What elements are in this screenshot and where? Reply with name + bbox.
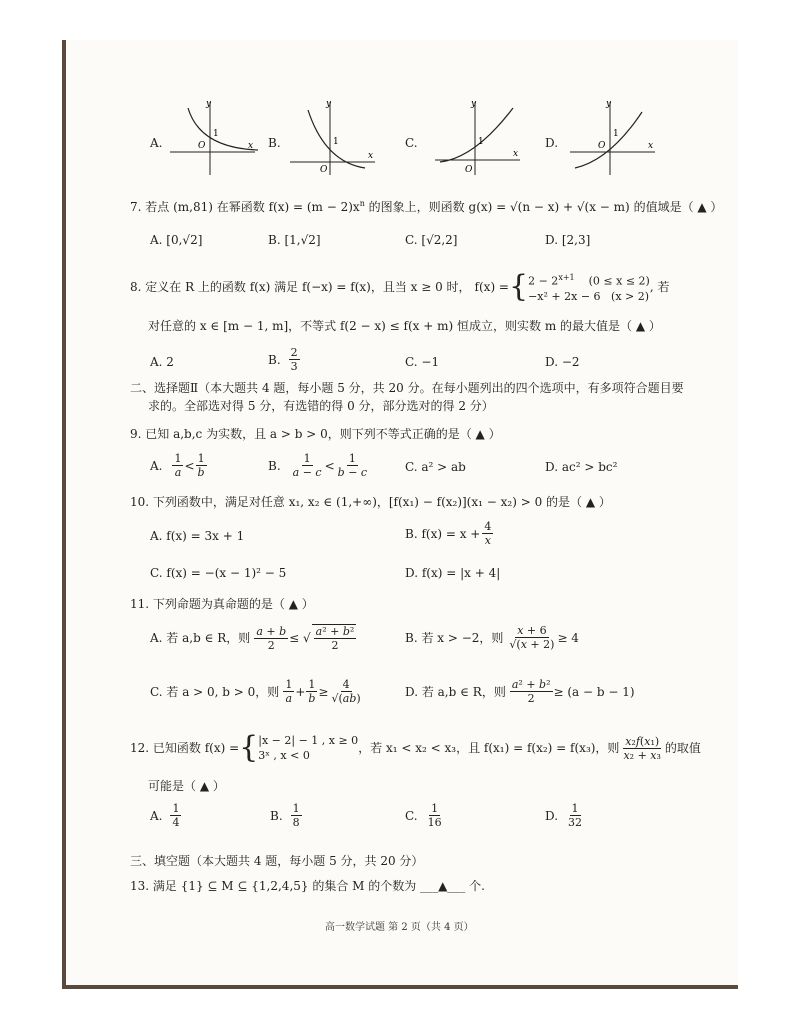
q8-option-a: A. 2 xyxy=(150,355,174,369)
q8-case1-exp: x+1 xyxy=(558,273,575,283)
q7-option-c: C. [√2,2] xyxy=(405,233,458,247)
q11-d-frac: $\frac{\text{a² + b²}}{2}$ xyxy=(511,678,551,705)
q9-a-frac1: $\frac{1}{a}$ xyxy=(174,452,182,479)
q8-case2: −x² + 2x − 6 xyxy=(528,289,601,303)
q12-stem xyxy=(130,730,701,766)
q11-option-a-label: A. 若 a,b ∈ R，则 xyxy=(150,631,251,645)
q11-a-frac2: $\frac{\text{a² + b²}}{2}$ xyxy=(312,624,357,652)
q12-stem-mid: ，若 x₁ < x₂ < x₃，且 f(x₁) = f(x₂) = f(x₃)，则 xyxy=(358,741,620,755)
q9-a-frac2: $\frac{1}{b}$ xyxy=(197,452,205,479)
q12-option-c-fraction: $\frac{1}{16}$ xyxy=(427,802,442,829)
q11-b-frac: $\frac{x + 6}{√(x + 2)}$ xyxy=(509,624,555,651)
q7-option-d: D. [2,3] xyxy=(545,233,591,247)
q12-brace: { xyxy=(239,730,259,765)
q6-graph-d xyxy=(570,100,660,180)
q12-option-a xyxy=(150,802,182,829)
q9-b-frac2: $\frac{1}{b - c}$ xyxy=(337,452,368,479)
q8-line2: 对任意的 x ∈ [m − 1, m]，不等式 f(2 − x) ≤ f(x + m) 恒成立，则实数 m 的最大值是（ ▲ ） xyxy=(148,319,661,333)
q6-option-d-label: D. xyxy=(545,136,559,150)
q8-stem-end: , 若 xyxy=(649,280,670,294)
q7-function-g: g(x) = √(n − x) + √(x − m) xyxy=(468,200,630,214)
q12-case2: 3ˣ , x < 0 xyxy=(258,749,310,762)
q7-option-a: A. [0,√2] xyxy=(150,233,203,247)
q7-point: (m,81) xyxy=(173,200,213,214)
q10-option-c: C. f(x) = −(x − 1)² − 5 xyxy=(150,566,287,580)
q12-option-c xyxy=(405,802,445,829)
q12-option-a-label: A. xyxy=(150,808,163,823)
svg-text:O: O xyxy=(320,165,328,175)
q10-b-fraction: $\frac{4}{x}$ xyxy=(484,520,492,547)
q9-option-a: A. $\frac{1}{a}$ < $\frac{1}{b}$ xyxy=(150,452,205,479)
q8-stem xyxy=(130,269,670,304)
q8-cases xyxy=(528,270,650,304)
q8-option-b-denominator: 3 xyxy=(290,360,298,373)
section2-heading-line1: 二、选择题Ⅱ（本大题共 4 题，每小题 5 分，共 20 分。在每小题列出的四个选项中，有多项符合题目要 xyxy=(130,381,684,395)
q12-option-d-label: D. xyxy=(545,808,559,823)
q12-option-d xyxy=(545,802,585,829)
q7-stem-mid: 在幂函数 xyxy=(216,200,265,214)
q7-stem-end: 的值域是（ ▲ ） xyxy=(633,200,723,214)
q11-c-frac1: $\frac{1}{a}$ xyxy=(285,678,293,705)
svg-text:y: y xyxy=(206,99,212,109)
q12-stem-end: 的取值 xyxy=(664,741,701,755)
q11-stem: 11. 下列命题为真命题的是（ ▲ ） xyxy=(130,597,314,611)
q9-option-b: B. $\frac{1}{a - c}$ < $\frac{1}{b - c}$ xyxy=(268,452,368,479)
q11-option-b-label: B. 若 x > −2，则 xyxy=(405,630,504,645)
q7-option-b: B. [1,√2] xyxy=(268,233,321,247)
q9-b-frac1: $\frac{1}{a - c}$ xyxy=(292,452,322,479)
svg-text:x: x xyxy=(648,141,654,151)
svg-text:O: O xyxy=(465,165,473,175)
q6-option-a-label: A. xyxy=(150,136,163,150)
q11-option-d-label: D. 若 a,b ∈ R，则 xyxy=(405,684,506,699)
q8-option-b-numerator: 2 xyxy=(290,346,298,359)
q8-option-d: D. −2 xyxy=(545,355,580,369)
q12-line2: 可能是（ ▲ ） xyxy=(148,779,225,793)
q7-exponent: n xyxy=(359,199,365,208)
svg-text:O: O xyxy=(198,141,206,151)
q8-case1-cond: (0 ≤ x ≤ 2) xyxy=(588,274,650,288)
svg-text:x: x xyxy=(248,141,254,151)
svg-text:1: 1 xyxy=(213,129,219,139)
q12-option-d-fraction: $\frac{1}{32}$ xyxy=(568,802,583,829)
q12-option-b xyxy=(270,802,303,829)
q13-stem: 13. 满足 {1} ⊆ M ⊆ {1,2,4,5} 的集合 M 的个数为 ___▲___ 个. xyxy=(130,879,485,893)
q11-option-d-tail: ≥ (a − b − 1) xyxy=(553,684,635,699)
q6-option-c-label: C. xyxy=(405,136,418,150)
q7-stem-mid2: 的图象上，则函数 xyxy=(368,200,465,214)
svg-text:O: O xyxy=(598,141,606,151)
q7-stem xyxy=(130,196,722,215)
svg-text:y: y xyxy=(326,99,332,109)
q8-option-b-fraction xyxy=(289,346,300,373)
q12-case1: |x − 2| − 1 , x ≥ 0 xyxy=(258,734,359,747)
q12-option-b-fraction: $\frac{1}{8}$ xyxy=(292,802,300,829)
q7-stem-pre: 7. 若点 xyxy=(130,200,170,214)
page-footer: 高一数学试题 第 2 页（共 4 页） xyxy=(325,922,474,933)
q8-option-c: C. −1 xyxy=(405,355,440,369)
q9-option-d: D. ac² > bc² xyxy=(545,460,618,474)
q6-graph-b xyxy=(290,100,380,180)
svg-text:x: x xyxy=(368,151,374,161)
q12-option-a-fraction: $\frac{1}{4}$ xyxy=(172,802,180,829)
q12-expression: $\frac{\text{x₂f(x₁)}}{\text{x₂ + x₃}}$ xyxy=(623,734,661,762)
svg-text:1: 1 xyxy=(478,137,484,147)
q9-option-a-label: A. xyxy=(150,458,163,473)
q12-cases xyxy=(258,733,358,763)
q8-fx: f(x) = xyxy=(474,280,509,294)
section2-heading-line2: 求的。全部选对得 5 分，有选错的得 0 分，部分选对的得 2 分） xyxy=(148,399,494,413)
svg-text:1: 1 xyxy=(333,137,339,147)
q9-option-c: C. a² > ab xyxy=(405,460,466,474)
q8-case2-cond: (x > 2) xyxy=(611,289,650,303)
q8-case1: 2 − 2 xyxy=(528,274,559,288)
q11-option-b: B. 若 x > −2，则 $\frac{x + 6}{√(x + 2)}$ ≥ 4 xyxy=(405,624,579,651)
q6-graph-a xyxy=(170,100,260,180)
q12-stem-pre: 12. 已知函数 f(x) = xyxy=(130,741,240,755)
svg-text:y: y xyxy=(471,99,477,109)
q8-option-b xyxy=(268,346,301,373)
q10-option-b-label: B. f(x) = x + xyxy=(405,526,481,541)
q8-brace: { xyxy=(509,269,529,304)
q9-option-b-label: B. xyxy=(268,458,281,473)
q11-option-a: A. 若 a,b ∈ R，则 $\frac{a + b}{2}$ ≤ √ $\frac{\text{a² + b²}}{2}$ xyxy=(150,624,355,652)
q11-c-frac3: $\frac{4}{√(ab)}$ xyxy=(331,678,361,705)
q12-option-b-label: B. xyxy=(270,808,283,823)
q12-option-c-label: C. xyxy=(405,808,418,823)
exam-page xyxy=(62,40,738,989)
svg-text:1: 1 xyxy=(613,129,619,139)
q11-a-frac1: $\frac{a + b}{2}$ xyxy=(256,624,287,652)
q10-stem: 10. 下列函数中，满足对任意 x₁, x₂ ∈ (1,+∞)，[f(x₁) − f(x₂)](x₁ − x₂) > 0 的是（ ▲ ） xyxy=(130,495,611,509)
q11-c-frac2: $\frac{1}{b}$ xyxy=(308,678,316,705)
svg-text:x: x xyxy=(513,149,519,159)
q11-option-c-label: C. 若 a > 0, b > 0，则 xyxy=(150,684,280,699)
q10-option-d: D. f(x) = |x + 4| xyxy=(405,566,501,580)
q8-option-b-label: B. xyxy=(268,352,281,367)
q8-stem-pre: 8. 定义在 R 上的函数 f(x) 满足 f(−x) = f(x)，且当 x ≥ 0 时， xyxy=(130,280,471,294)
q10-option-a: A. f(x) = 3x + 1 xyxy=(150,529,245,543)
q6-option-b-label: B. xyxy=(268,136,281,150)
q9-stem: 9. 已知 a,b,c 为实数，且 a > b > 0，则下列不等式正确的是（ ▲ ） xyxy=(130,427,501,441)
q10-option-b xyxy=(405,520,494,547)
q6-graph-c xyxy=(435,100,525,180)
svg-text:y: y xyxy=(606,99,612,109)
q7-function-f: f(x) = (m − 2)x xyxy=(268,200,360,214)
q11-option-d xyxy=(405,678,635,705)
q11-option-c: C. 若 a > 0, b > 0，则 $\frac{1}{a}$ + $\frac{1}{b}$ ≥ $\frac{4}{√(ab)}$ xyxy=(150,678,361,705)
section3-heading: 三、填空题（本大题共 4 题，每小题 5 分，共 20 分） xyxy=(130,854,424,868)
